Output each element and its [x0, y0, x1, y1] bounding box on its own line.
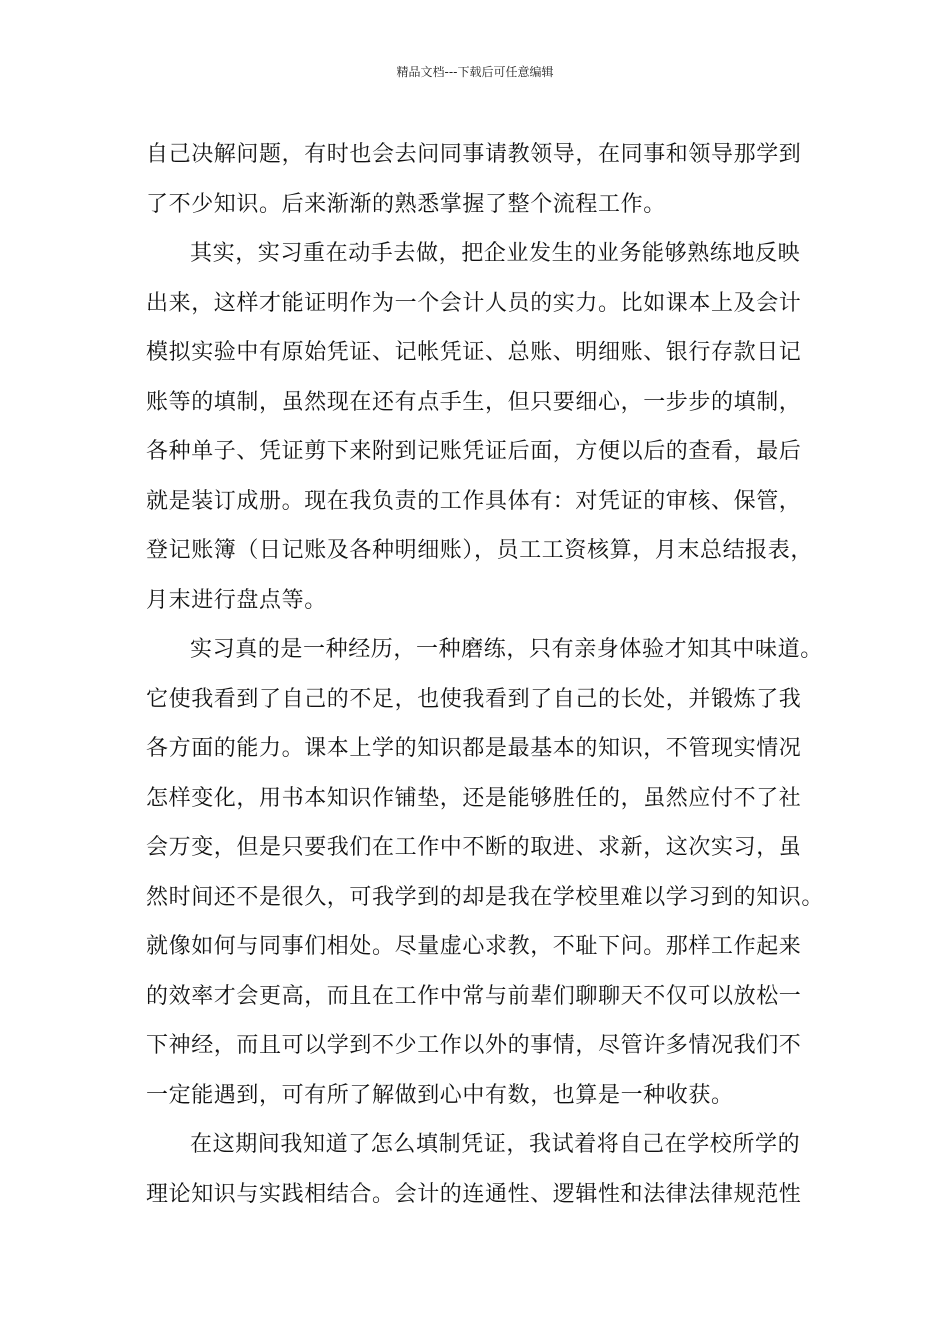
- text-line: 自己决解问题，有时也会去问同事请教领导，在同事和领导那学到: [146, 142, 802, 167]
- text-line: 各种单子、凭证剪下来附到记账凭证后面，方便以后的查看，最后: [146, 439, 802, 464]
- page-header: 精品文档---下载后可任意编辑: [396, 65, 554, 79]
- paragraph-first-line: 在这期间我知道了怎么填制凭证，我试着将自己在学校所学的: [190, 1132, 801, 1157]
- text-line: 一定能遇到，可有所了解做到心中有数，也算是一种收获。: [146, 1082, 734, 1108]
- text-line: 就像如何与同事们相处。尽量虚心求教，不耻下问。那样工作起来: [146, 934, 802, 959]
- text-line: 理论知识与实践相结合。会计的连通性、逻辑性和法律法律规范性: [146, 1181, 802, 1207]
- text-line: 它使我看到了自己的不足，也使我看到了自己的长处，并锻炼了我: [146, 686, 802, 712]
- text-line: 模拟实验中有原始凭证、记帐凭证、总账、明细账、银行存款日记: [146, 340, 802, 365]
- text-line: 的效率才会更高，而且在工作中常与前辈们聊聊天不仅可以放松一: [146, 983, 802, 1009]
- document-body: [146, 130, 826, 1219]
- text-line: 然时间还不是很久，可我学到的却是我在学校里难以学习到的知识。: [146, 884, 825, 910]
- text-line: 了不少知识。后来渐渐的熟悉掌握了整个流程工作。: [146, 191, 666, 217]
- text-line: 就是装订成册。现在我负责的工作具体有：对凭证的审核、保管，: [146, 488, 802, 514]
- text-line: 出来，这样才能证明作为一个会计人员的实力。比如课本上及会计: [146, 290, 802, 316]
- paragraph-first-line: 实习真的是一种经历，一种磨练，只有亲身体验才知其中味道。: [190, 637, 823, 662]
- text-line: 各方面的能力。课本上学的知识都是最基本的知识，不管现实情况: [146, 736, 802, 761]
- text-line: 怎样变化，用书本知识作铺垫，还是能够胜任的，虽然应付不了社: [146, 785, 802, 811]
- paragraph-first-line: 其实，实习重在动手去做，把企业发生的业务能够熟练地反映: [190, 241, 801, 266]
- text-line: 下神经，而且可以学到不少工作以外的事情，尽管许多情况我们不: [146, 1033, 802, 1058]
- text-line: 月末进行盘点等。: [146, 587, 327, 613]
- text-line: 账等的填制，虽然现在还有点手生，但只要细心，一步步的填制，: [146, 389, 802, 415]
- text-line: 会万变，但是只要我们在工作中不断的取进、求新，这次实习，虽: [146, 835, 802, 860]
- text-line: 登记账簿（日记账及各种明细账），员工工资核算，月末总结报表，: [146, 538, 814, 563]
